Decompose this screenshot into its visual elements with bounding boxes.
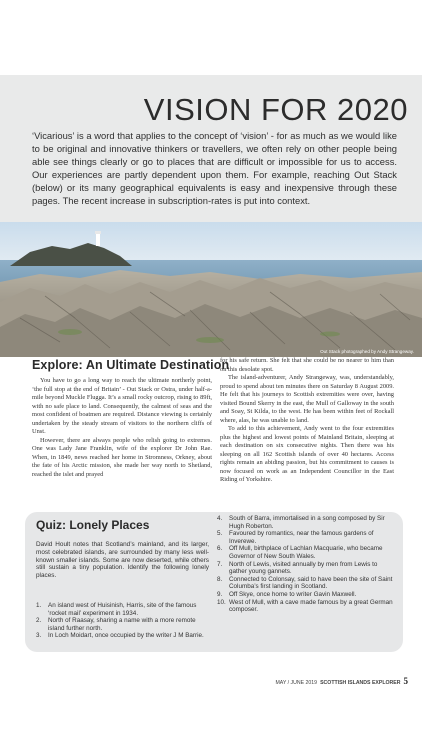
page-number: 5 bbox=[403, 676, 408, 686]
article-column-right bbox=[220, 357, 394, 485]
quiz-question bbox=[217, 530, 393, 545]
quiz-question bbox=[36, 632, 211, 640]
intro-paragraph: ‘Vicarious’ is a word that applies to the concept of ‘vision’ - for as much as we would like to be original and innovative thinkers or travellers, we often rely on other people being able see things clearly or go to places that are difficult or impossible for us to access. Our experiences are partly dependent upon them. For example, reaching Out Stack (below) or its many geographical equivalents is easy and inexpensive through these pages. The recent increase in subscription-rates is put into context. bbox=[32, 130, 397, 206]
quiz-question bbox=[217, 515, 393, 530]
question-number: 6. bbox=[217, 545, 223, 553]
article-paragraph: for his safe return. She felt that she could be no nearer to him than on this desolate spot. bbox=[220, 357, 394, 373]
question-text: South of Barra, immortalised in a song composed by Sir Hugh Roberton. bbox=[229, 515, 385, 530]
question-text: Connected to Colonsay, said to have been the site of Saint Columba’s first landing in Scotland. bbox=[229, 575, 393, 591]
quiz-question bbox=[36, 602, 211, 617]
quiz-box bbox=[25, 512, 403, 652]
question-text: West of Mull, with a cave made famous by a great German composer. bbox=[229, 598, 393, 614]
quiz-question bbox=[217, 545, 393, 560]
coastal-landscape-image bbox=[0, 222, 422, 357]
question-number: 8. bbox=[217, 575, 223, 583]
quiz-question bbox=[36, 617, 211, 632]
quiz-question bbox=[217, 599, 393, 614]
question-number: 10. bbox=[217, 598, 226, 606]
page-bottom-margin bbox=[0, 690, 422, 750]
question-text: In Loch Moidart, once occupied by the writer J M Barrie. bbox=[48, 632, 204, 640]
article-paragraph: To add to this achievement, Andy went to the four extremities plus the highest and lowest points of Mainland Britain, sleeping at each destination on six consecutive nights. Then there was his sleeping on all 162 Scottish islands of over 40 hectares. Access rights remain an abiding passion, but his commitment to causes is now focused on work as an Independent Councillor in the East Riding of Yorkshire. bbox=[220, 425, 394, 483]
question-text: Favoured by romantics, near the famous gardens of Inverewe. bbox=[229, 530, 374, 545]
issue-date: MAY / JUNE 2019 bbox=[275, 680, 318, 686]
article-paragraph: However, there are always people who relish going to extremes. One was Lady Jane Franklin, wife of the explorer Dr John Rae. When, in 1849, news reached her home in Stromness, Orkney, about the fate of his Arctic mission, she made her way north to Shetland, reached the islet and prayed bbox=[32, 436, 212, 478]
question-text: Off Mull, birthplace of Lachlan Macquarie, who became Governor of New South Wales. bbox=[229, 545, 383, 560]
quiz-intro: David Hoult notes that Scotland’s mainland, and its larger, most celebrated islands, are surrounded by many less well-known smaller islands. Some are now deserted, while others still sustain a tiny population. Identify the following lonely places. bbox=[36, 541, 209, 580]
question-text: An island west of Huisinish, Harris, site of the famous ‘rocket mail’ experiment in 1934. bbox=[48, 602, 197, 617]
question-number: 5. bbox=[217, 530, 223, 538]
quiz-question bbox=[217, 561, 393, 576]
question-text: North of Lewis, visited annually by men from Lewis to gather young gannets. bbox=[229, 560, 378, 576]
page-title: VISION FOR 2020 bbox=[143, 92, 408, 127]
question-number: 3. bbox=[36, 632, 42, 640]
out-stack-photo bbox=[0, 222, 422, 357]
photo-caption: Out Stack photographed by Andy Strangeway. bbox=[320, 349, 414, 354]
article-heading: Explore: An Ultimate Destination bbox=[32, 358, 230, 372]
page-top-margin bbox=[0, 0, 422, 75]
question-number: 1. bbox=[36, 602, 42, 609]
publication-name: SCOTTISH ISLANDS EXPLORER bbox=[320, 680, 401, 686]
quiz-questions-right bbox=[217, 515, 393, 614]
question-number: 9. bbox=[217, 590, 223, 598]
question-number: 4. bbox=[217, 515, 223, 522]
question-number: 2. bbox=[36, 617, 42, 625]
question-number: 7. bbox=[217, 560, 223, 568]
quiz-questions-left bbox=[36, 602, 211, 640]
quiz-question bbox=[217, 576, 393, 591]
article-paragraph: You have to go a long way to reach the ultimate northerly point, ‘the full stop at the end of Britain’ - Out Stack or Ostra, under half-a-mile beyond Muckle Flugga. It’s a small rocky outcrop, rising to 89ft, with no safe place to land. Consequently, the calmest of seas and the most confident of boatmen are required. Distance viewing is certainly undertaken by the steady stream of visitors to the northern cliffs of Unst. bbox=[32, 377, 212, 435]
question-text: Off Skye, once home to writer Gavin Maxwell. bbox=[229, 590, 357, 598]
page-footer bbox=[275, 676, 408, 686]
quiz-question bbox=[217, 591, 393, 599]
article-paragraph: The island-adventurer, Andy Strangeway, was, understandably, proud to spend about ten minutes there on Saturday 8 August 2009. He felt that his journeys to Scottish extremities were over, having visited Bound Skerry in the east, the Mull of Galloway in the south and Soay, St Kilda, to the west. He has been within feet of Rockall where, alas, he was unable to land. bbox=[220, 374, 394, 424]
question-text: North of Raasay, sharing a name with a more remote island further north. bbox=[48, 617, 196, 632]
article-column-left bbox=[32, 377, 212, 479]
quiz-title: Quiz: Lonely Places bbox=[36, 518, 150, 532]
